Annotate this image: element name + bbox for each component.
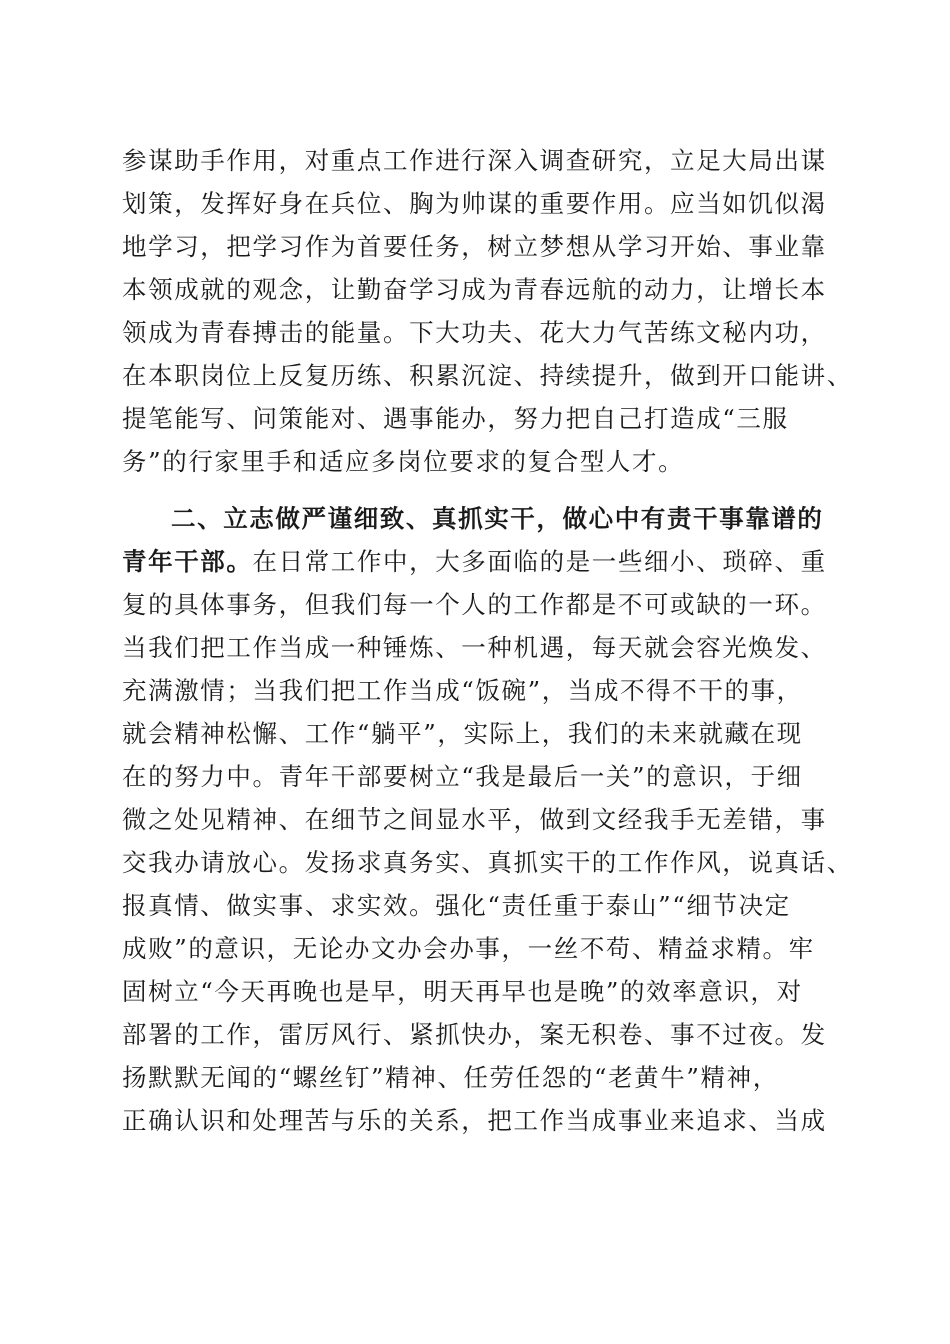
text-line: 在本职岗位上反复历练、积累沉淀、持续提升，做到开口能讲、: [122, 361, 853, 390]
text-line: 充满激情；当我们把工作当成“饭碗”，当成不得不干的事，: [122, 676, 803, 705]
text-line: 地学习，把学习作为首要任务，树立梦想从学习开始、事业靠: [122, 232, 827, 261]
text-line: 报真情、做实事、求实效。强化“责任重于泰山”“细节决定: [122, 891, 791, 920]
text-line: 参谋助手作用，对重点工作进行深入调查研究，立足大局出谋: [122, 146, 827, 175]
heading-continuation-line: [122, 547, 842, 577]
section-heading: 二、立志做严谨细致、真抓实干，做心中有责干事靠谱的: [171, 504, 824, 533]
text-line: 务”的行家里手和适应多岗位要求的复合型人才。: [122, 447, 685, 476]
text-line: 领成为青春搏击的能量。下大功夫、花大力气苦练文秘内功，: [122, 318, 827, 347]
text-line: 复的具体事务，但我们每一个人的工作都是不可或缺的一环。: [122, 590, 827, 619]
text-span: 在日常工作中，大多面临的是一些细小、琐碎、重: [252, 547, 827, 576]
text-line: 当我们把工作当成一种锤炼、一种机遇，每天就会容光焕发、: [122, 633, 827, 662]
text-line: 提笔能写、问策能对、遇事能办，努力把自己打造成“三服: [122, 404, 789, 433]
text-line: 划策，发挥好身在兵位、胸为帅谋的重要作用。应当如饥似渴: [122, 189, 827, 218]
text-line: 就会精神松懈、工作“躺平”，实际上，我们的未来就藏在现: [122, 719, 803, 748]
text-line: 正确认识和处理苦与乐的关系，把工作当成事业来追求、当成: [122, 1106, 827, 1135]
text-line: 成败”的意识，无论办文办会办事，一丝不苟、精益求精。牢: [122, 934, 815, 963]
text-line: 固树立“今天再晚也是早，明天再早也是晚”的效率意识，对: [122, 977, 803, 1006]
text-line: 部署的工作，雷厉风行、紧抓快办，案无积卷、事不过夜。发: [122, 1020, 827, 1049]
text-line: 扬默默无闻的“螺丝钉”精神、任劳任怨的“老黄牛”精神，: [122, 1063, 779, 1092]
text-line: 在的努力中。青年干部要树立“我是最后一关”的意识，于细: [122, 762, 803, 791]
section-heading-end: 青年干部。: [122, 547, 253, 576]
text-line: 微之处见精神、在细节之间显水平，做到文经我手无差错，事: [122, 805, 827, 834]
text-line: 本领成就的观念，让勤奋学习成为青春远航的动力，让增长本: [122, 275, 827, 304]
text-line: 交我办请放心。发扬求真务实、真抓实干的工作作风，说真话、: [122, 848, 853, 877]
